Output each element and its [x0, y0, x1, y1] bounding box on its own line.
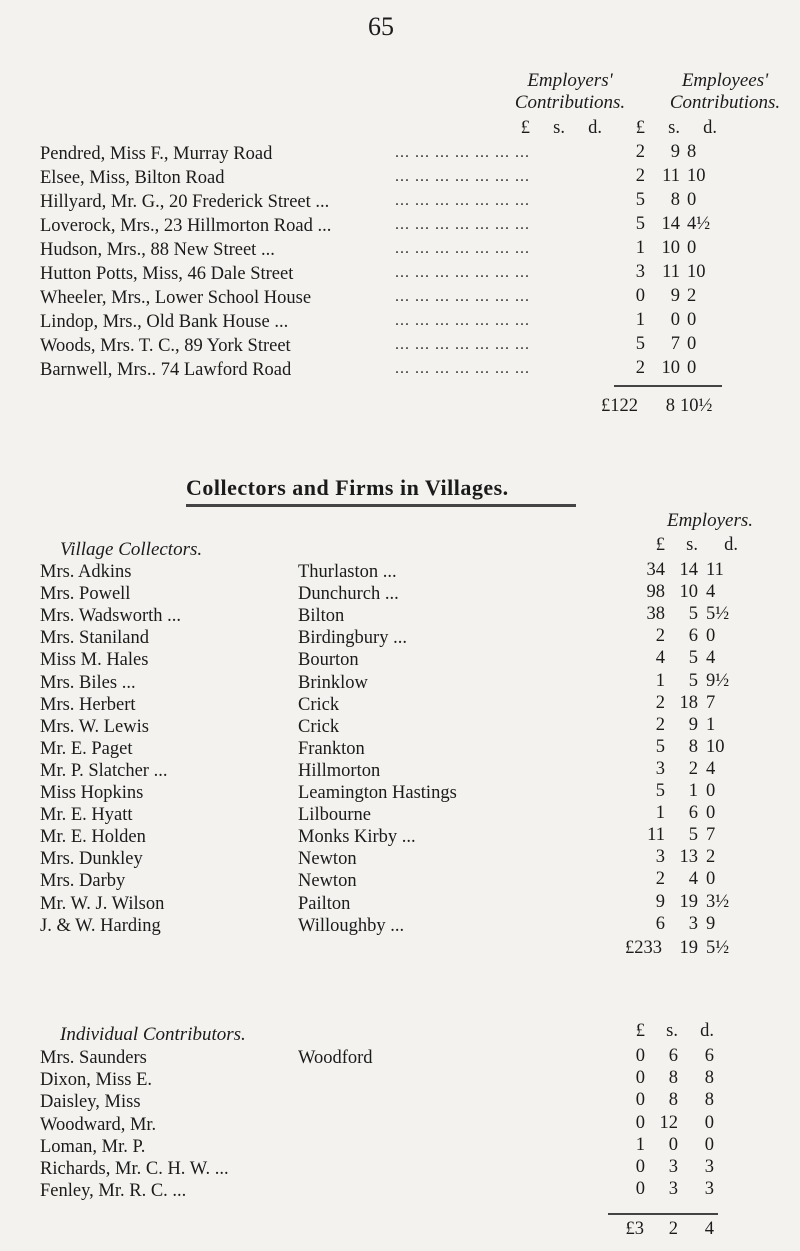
employees-header-line2: Contributions.	[669, 92, 781, 113]
individual-contributors-subheader: Individual Contributors.	[60, 1024, 246, 1045]
amount-pounds: 5	[655, 781, 665, 801]
table-row	[0, 582, 800, 606]
amount-pounds: 5	[635, 214, 645, 234]
amount-shillings: 5	[688, 604, 698, 625]
contributor-name: Woodward, Mr.	[40, 1114, 157, 1135]
village-name: Leamington Hastings	[298, 783, 457, 803]
amount-shillings: 11	[662, 166, 680, 186]
collector-name: Miss Hopkins	[40, 783, 144, 803]
place-name: Woodford	[298, 1048, 373, 1068]
amount-pounds: 1	[655, 803, 665, 824]
table-row	[0, 190, 800, 214]
amount-pence: 0	[706, 781, 716, 801]
village-name: Birdingbury ...	[298, 628, 407, 649]
table-row	[0, 847, 800, 871]
section3-pound-unit: £	[635, 1021, 645, 1041]
amount-pence: 10	[687, 166, 706, 186]
amount-pence: 0	[687, 334, 697, 354]
amount-pence: 0	[706, 869, 716, 890]
page-number: 65	[368, 12, 394, 41]
collector-name: Mrs. W. Lewis	[40, 716, 149, 737]
amount-pounds: 2	[655, 626, 665, 647]
table-row	[0, 286, 800, 310]
table-row	[0, 604, 800, 628]
amount-pounds: 0	[635, 1046, 645, 1066]
employees-header-line1: Employees'	[681, 70, 769, 91]
collector-name: Mr. W. J. Wilson	[40, 893, 165, 914]
amount-shillings: 4	[688, 869, 698, 890]
amount-pounds: 2	[635, 142, 645, 162]
amount-shillings: 11	[662, 262, 680, 282]
amount-pounds: 11	[647, 825, 665, 846]
amount-pence: 0	[687, 238, 697, 258]
contributor-name: Hudson, Mrs., 88 New Street ...	[40, 240, 275, 260]
amount-pounds: 2	[655, 714, 665, 735]
amount-shillings: 13	[679, 847, 698, 868]
employers-pence-unit: d.	[588, 118, 602, 138]
amount-shillings: 8	[670, 190, 680, 210]
amount-shillings: 9	[670, 286, 680, 306]
village-name: Thurlaston ...	[298, 562, 397, 582]
village-name: Newton	[298, 849, 357, 870]
table-row	[0, 914, 800, 938]
village-name: Crick	[298, 716, 340, 737]
amount-pence: 9½	[706, 670, 730, 691]
amount-shillings: 0	[668, 1134, 678, 1155]
table-row	[0, 648, 800, 672]
amount-pence: 8	[687, 142, 697, 162]
amount-pounds: 1	[635, 310, 645, 330]
amount-pounds: 5	[635, 334, 645, 354]
section3-total-pence: 4	[704, 1219, 714, 1239]
collector-name: Mr. E. Holden	[40, 827, 146, 848]
amount-shillings: 19	[679, 891, 698, 912]
amount-pence: 4	[706, 758, 716, 779]
amount-pounds: 38	[646, 604, 665, 625]
village-name: Newton	[298, 871, 357, 892]
amount-shillings: 7	[670, 334, 680, 354]
table-row	[0, 560, 800, 584]
amount-shillings: 6	[688, 803, 698, 824]
collector-name: Mrs. Staniland	[40, 628, 149, 649]
amount-pence: 9	[706, 913, 716, 934]
contributor-name: Loverock, Mrs., 23 Hillmorton Road ...	[40, 216, 332, 236]
section2-pound-unit: £	[655, 535, 665, 555]
table-row	[0, 693, 800, 717]
contributor-name: Wheeler, Mrs., Lower School House	[40, 288, 312, 308]
section3-total-pounds: £3	[625, 1219, 644, 1239]
section2-shilling-unit: s.	[686, 535, 698, 555]
contributor-name: Hutton Potts, Miss, 46 Dale Street	[40, 264, 294, 284]
employers-header-line1: Employers'	[527, 70, 613, 91]
table-row	[0, 671, 800, 695]
amount-pence: 0	[687, 190, 697, 210]
employers-pound-unit: £	[520, 118, 530, 138]
village-name: Frankton	[298, 738, 365, 759]
amount-shillings: 10	[661, 358, 680, 378]
table-row	[0, 334, 800, 358]
amount-pence: 4	[706, 648, 716, 669]
section1-total-pounds: £122	[601, 396, 638, 416]
table-row	[0, 310, 800, 334]
employers-shilling-unit: s.	[553, 118, 565, 138]
table-row	[0, 142, 800, 166]
contributor-name: Daisley, Miss	[40, 1092, 141, 1113]
leader-dots: ... ... ... ... ... ... ...	[395, 264, 530, 281]
table-row	[0, 1179, 800, 1203]
table-row	[0, 1113, 800, 1137]
village-name: Lilbourne	[298, 805, 371, 826]
village-name: Monks Kirby ...	[298, 827, 416, 848]
amount-pounds: 3	[635, 262, 645, 282]
table-row	[0, 238, 800, 262]
amount-pence: 7	[706, 692, 716, 713]
heading-underline	[186, 504, 576, 507]
village-name: Hillmorton	[298, 760, 381, 781]
contributor-name: Barnwell, Mrs.. 74 Lawford Road	[40, 360, 292, 380]
collector-name: Mrs. Powell	[40, 584, 131, 605]
section1-total-shillings: 8	[665, 396, 675, 416]
collector-name: Mrs. Adkins	[40, 562, 132, 582]
leader-dots: ... ... ... ... ... ... ...	[395, 336, 530, 353]
contributor-name: Pendred, Miss F., Murray Road	[40, 144, 273, 164]
amount-pence: 0	[687, 310, 697, 330]
amount-pounds: 9	[655, 891, 665, 912]
leader-dots: ... ... ... ... ... ... ...	[395, 144, 530, 161]
amount-pounds: 2	[655, 692, 665, 713]
amount-pounds: 5	[655, 736, 665, 757]
table-row	[0, 214, 800, 238]
table-row	[0, 1068, 800, 1092]
village-name: Bilton	[298, 606, 345, 627]
employees-contributions-header	[645, 70, 800, 114]
employees-pence-unit: d.	[703, 118, 717, 138]
employees-pound-unit: £	[635, 118, 645, 138]
leader-dots: ... ... ... ... ... ... ...	[395, 240, 530, 257]
collector-name: Mr. E. Hyatt	[40, 805, 133, 826]
amount-pence: 1	[706, 714, 716, 735]
collector-name: Mr. E. Paget	[40, 738, 133, 759]
section3-shilling-unit: s.	[666, 1021, 678, 1041]
amount-pounds: 2	[635, 358, 645, 378]
collector-name: Miss M. Hales	[40, 650, 149, 671]
amount-pence: 2	[687, 286, 697, 306]
amount-shillings: 1	[688, 781, 698, 801]
collector-name: Mrs. Herbert	[40, 694, 136, 715]
amount-shillings: 9	[688, 714, 698, 735]
village-name: Bourton	[298, 650, 359, 671]
amount-pounds: 1	[635, 238, 645, 258]
section2-total-row	[0, 938, 800, 962]
amount-shillings: 14	[679, 560, 698, 580]
village-name: Brinklow	[298, 672, 368, 693]
contributor-name: Fenley, Mr. R. C. ...	[40, 1181, 187, 1202]
collector-name: Mrs. Dunkley	[40, 849, 143, 870]
amount-shillings: 8	[668, 1090, 678, 1111]
amount-pence: 6	[704, 1046, 714, 1066]
table-row	[0, 825, 800, 849]
amount-shillings: 6	[668, 1046, 678, 1066]
amount-shillings: 10	[661, 238, 680, 258]
amount-pence: 0	[706, 626, 716, 647]
table-row	[0, 1090, 800, 1114]
amount-shillings: 0	[670, 310, 680, 330]
table-row	[0, 892, 800, 916]
amount-pounds: 5	[635, 190, 645, 210]
leader-dots: ... ... ... ... ... ... ...	[395, 168, 530, 185]
amount-pounds: 0	[635, 1068, 645, 1089]
amount-pounds: 2	[655, 869, 665, 890]
amount-pence: 8	[704, 1068, 714, 1089]
table-row	[0, 166, 800, 190]
section2-total-pounds: £233	[625, 938, 662, 958]
amount-shillings: 5	[688, 648, 698, 669]
employers-header-line2: Contributions.	[514, 92, 626, 113]
section2-total-shillings: 19	[679, 938, 698, 958]
amount-pounds: 6	[655, 913, 665, 934]
section3-units-row	[0, 1021, 800, 1045]
amount-pounds: 34	[646, 560, 665, 580]
amount-pounds: 0	[635, 286, 645, 306]
employers-header: Employers.	[666, 510, 753, 531]
amount-pence: 10	[706, 736, 725, 757]
table-row	[0, 803, 800, 827]
section1-units-row	[0, 118, 800, 142]
contributor-name: Elsee, Miss, Bilton Road	[40, 168, 225, 188]
leader-dots: ... ... ... ... ... ... ...	[395, 312, 530, 329]
amount-pence: 5½	[706, 604, 730, 625]
amount-shillings: 8	[688, 736, 698, 757]
section1-total-row	[0, 396, 800, 420]
contributor-name: Lindop, Mrs., Old Bank House ...	[40, 312, 289, 332]
amount-pounds: 0	[635, 1157, 645, 1177]
amount-shillings: 5	[688, 825, 698, 846]
amount-pence: 10	[687, 262, 706, 282]
amount-pence: 8	[704, 1090, 714, 1111]
table-row	[0, 1135, 800, 1159]
amount-shillings: 14	[661, 214, 680, 234]
amount-shillings: 12	[659, 1112, 678, 1133]
section3-total-shillings: 2	[668, 1219, 678, 1239]
table-row	[0, 626, 800, 650]
table-row	[0, 737, 800, 761]
section2-pence-unit: d.	[724, 535, 738, 555]
table-row	[0, 358, 800, 382]
amount-pounds: 98	[646, 582, 665, 603]
amount-shillings: 3	[668, 1179, 678, 1200]
village-name: Dunchurch ...	[298, 584, 399, 605]
section1-total-rule	[614, 385, 722, 387]
table-row	[0, 715, 800, 739]
amount-pounds: 4	[655, 648, 665, 669]
amount-pounds: 0	[635, 1090, 645, 1111]
amount-pounds: 1	[635, 1134, 645, 1155]
amount-shillings: 10	[679, 582, 698, 603]
collector-name: J. & W. Harding	[40, 915, 161, 936]
amount-pence: 7	[706, 825, 716, 846]
amount-shillings: 18	[679, 692, 698, 713]
leader-dots: ... ... ... ... ... ... ...	[395, 288, 530, 305]
contributor-name: Mrs. Saunders	[40, 1048, 147, 1068]
amount-pounds: 1	[655, 670, 665, 691]
section2-units-row	[0, 535, 800, 559]
collector-name: Mrs. Darby	[40, 871, 126, 892]
amount-pounds: 0	[635, 1179, 645, 1200]
collector-name: Mr. P. Slatcher ...	[40, 760, 168, 781]
amount-shillings: 8	[668, 1068, 678, 1089]
amount-pence: 4½	[687, 214, 711, 234]
contributor-name: Loman, Mr. P.	[40, 1136, 146, 1157]
employees-shilling-unit: s.	[668, 118, 680, 138]
contributor-name: Woods, Mrs. T. C., 89 York Street	[40, 336, 291, 356]
amount-pounds: 0	[635, 1112, 645, 1133]
section3-total-row	[0, 1219, 800, 1243]
table-row	[0, 781, 800, 805]
amount-pence: 11	[706, 560, 724, 580]
contributor-name: Richards, Mr. C. H. W. ...	[40, 1159, 229, 1179]
amount-shillings: 3	[688, 913, 698, 934]
contributor-name: Hillyard, Mr. G., 20 Frederick Street ...	[40, 192, 330, 212]
section3-total-rule	[608, 1213, 718, 1215]
table-row	[0, 869, 800, 893]
table-row	[0, 262, 800, 286]
section-heading: Collectors and Firms in Villages.	[186, 475, 509, 500]
collector-name: Mrs. Wadsworth ...	[40, 606, 182, 627]
amount-pence: 3	[704, 1157, 714, 1177]
amount-shillings: 2	[688, 758, 698, 779]
leader-dots: ... ... ... ... ... ... ...	[395, 216, 530, 233]
contributor-name: Dixon, Miss E.	[40, 1070, 153, 1091]
amount-shillings: 9	[670, 142, 680, 162]
village-name: Willoughby ...	[298, 915, 405, 936]
leader-dots: ... ... ... ... ... ... ...	[395, 360, 530, 377]
amount-pence: 0	[704, 1134, 714, 1155]
amount-shillings: 6	[688, 626, 698, 647]
village-name: Pailton	[298, 893, 351, 914]
amount-pence: 0	[706, 803, 716, 824]
amount-pence: 0	[687, 358, 697, 378]
section3-pence-unit: d.	[700, 1021, 714, 1041]
amount-pence: 0	[704, 1112, 714, 1133]
table-row	[0, 1046, 800, 1070]
collector-name: Mrs. Biles ...	[40, 672, 136, 693]
amount-pounds: 3	[655, 758, 665, 779]
village-name: Crick	[298, 694, 340, 715]
table-row	[0, 1157, 800, 1181]
amount-shillings: 5	[688, 670, 698, 691]
employers-contributions-header	[490, 70, 650, 114]
amount-pounds: 3	[655, 847, 665, 868]
amount-pence: 2	[706, 847, 716, 868]
amount-pence: 3	[704, 1179, 714, 1200]
amount-pounds: 2	[635, 166, 645, 186]
section1-total-pence: 10½	[680, 396, 713, 416]
amount-pence: 3½	[706, 891, 730, 912]
section2-total-pence: 5½	[706, 938, 730, 958]
leader-dots: ... ... ... ... ... ... ...	[395, 192, 530, 209]
village-collectors-subheader: Village Collectors.	[60, 539, 203, 560]
amount-pence: 4	[706, 582, 716, 603]
table-row	[0, 759, 800, 783]
amount-shillings: 3	[668, 1157, 678, 1177]
